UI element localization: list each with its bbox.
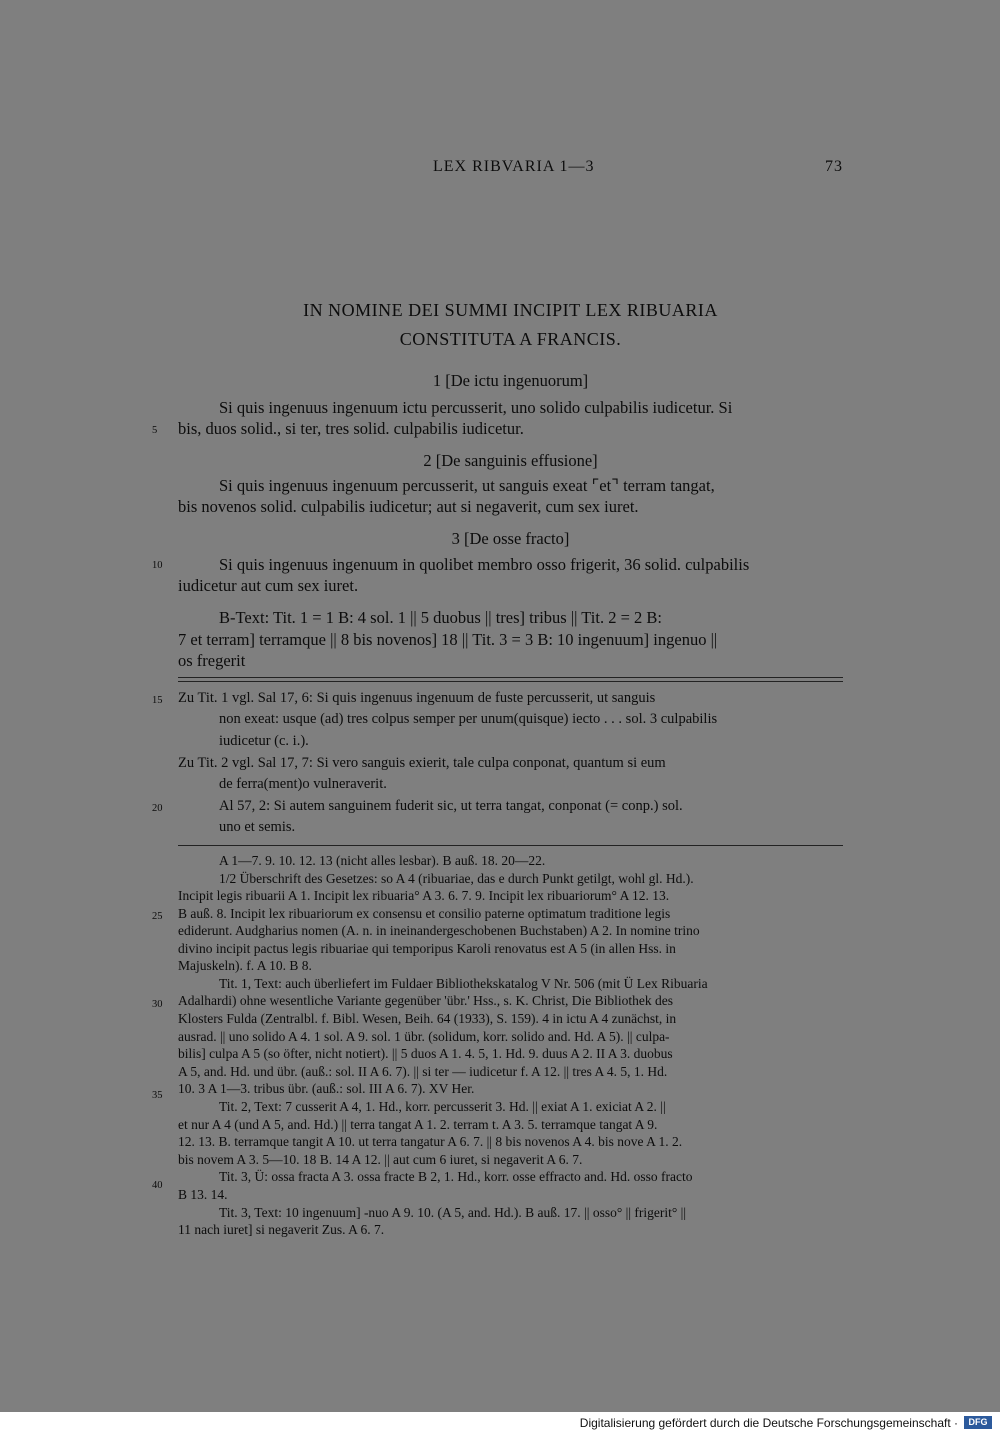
divider-rule-2 — [178, 681, 843, 682]
section-1-line-2: bis, duos solid., si ter, tres solid. culpabilis iudicetur. — [178, 419, 524, 438]
funding-note: Digitalisierung gefördert durch die Deutsche Forschungsgemeinschaft · — [579, 1416, 958, 1430]
apparatus-line-10: Klosters Fulda (Zentralbl. f. Bibl. Wesen, Beih. 64 (1933), S. 159). 4 in ictu A 4 zunächst, in — [178, 1011, 677, 1026]
apparatus-line-3: Incipit legis ribuarii A 1. Incipit lex ribuaria° A 3. 6. 7. 9. Incipit lex ribuariorum° A 12. 13. — [178, 888, 670, 903]
comment-line-2: non exeat: usque (ad) tres colpus semper per unum(quisque) iecto . . . sol. 3 culpabilis — [219, 711, 718, 727]
apparatus-line-22: 11 nach iuret] si negaverit Zus. A 6. 7. — [178, 1222, 385, 1237]
line-number-40: 40 — [152, 1180, 163, 1191]
btext-line-1: B-Text: Tit. 1 = 1 B: 4 sol. 1 || 5 duobus || tres] tribus || Tit. 2 = 2 B: — [219, 608, 662, 627]
section-3-line-2: iudicetur aut cum sex iuret. — [178, 576, 359, 595]
apparatus-line-7: Majuskeln). f. A 10. B 8. — [178, 958, 312, 973]
line-number-35: 35 — [152, 1090, 163, 1101]
apparatus-line-19: Tit. 3, Ü: ossa fracta A 3. ossa fracte B 2, 1. Hd., korr. osse effracto and. Hd. osso fracto — [219, 1169, 693, 1184]
line-number-10: 10 — [152, 560, 163, 571]
law-title-line-1: IN NOMINE DEI SUMMI INCIPIT LEX RIBUARIA — [303, 300, 718, 320]
section-1-heading: 1 [De ictu ingenuorum] — [432, 371, 589, 390]
comment-line-1: Zu Tit. 1 vgl. Sal 17, 6: Si quis ingenuus ingenuum de fuste percusserit, ut sanguis — [178, 690, 656, 706]
apparatus-line-20: B 13. 14. — [178, 1187, 228, 1202]
apparatus-line-12: bilis] culpa A 5 (so öfter, nicht notiert). || 5 duos A 1. 4. 5, 1. Hd. 9. duus A 2. II A 3. duobus — [178, 1046, 673, 1061]
line-number-5: 5 — [152, 425, 158, 436]
apparatus-line-11: ausrad. || uno solido A 4. 1 sol. A 9. sol. 1 übr. (solidum, korr. solido and. Hd. A 5). || culpa- — [178, 1029, 670, 1044]
comment-line-7: uno et semis. — [219, 819, 296, 835]
line-number-20: 20 — [152, 803, 163, 814]
section-3-heading: 3 [De osse fracto] — [451, 529, 570, 548]
section-2-line-2: bis novenos solid. culpabilis iudicetur; aut si negaverit, cum sex iuret. — [178, 497, 639, 516]
law-title-line-2: CONSTITUTA A FRANCIS. — [399, 329, 622, 349]
divider-rule-1 — [178, 677, 843, 678]
line-number-30: 30 — [152, 999, 163, 1010]
apparatus-line-15: Tit. 2, Text: 7 cusserit A 4, 1. Hd., korr. percusserit 3. Hd. || exiat A 1. exiciat A 2. || — [219, 1099, 666, 1114]
comment-line-6: Al 57, 2: Si autem sanguinem fuderit sic, ut terra tangat, conponat (= conp.) sol. — [219, 798, 683, 814]
comment-line-4: Zu Tit. 2 vgl. Sal 17, 7: Si vero sanguis exierit, tale culpa conponat, quantum si eum — [178, 755, 666, 771]
apparatus-line-17: 12. 13. B. terramque tangit A 10. ut terra tangatur A 6. 7. || 8 bis novenos A 4. bis nove A 1. 2. — [178, 1134, 683, 1149]
btext-line-2: 7 et terram] terramque || 8 bis novenos] 18 || Tit. 3 = 3 B: 10 ingenuum] ingenuo || — [178, 630, 718, 649]
apparatus-line-14: 10. 3 A 1—3. tribus übr. (auß.: sol. III A 6. 7). XV Her. — [178, 1081, 475, 1096]
section-2-line-1: Si quis ingenuus ingenuum percusserit, ut sanguis exeat ⌜et⌝ terram tangat, — [219, 476, 715, 495]
dfg-logo: DFG — [964, 1416, 992, 1429]
comment-line-3: iudicetur (c. i.). — [219, 733, 309, 749]
apparatus-line-4: B auß. 8. Incipit lex ribuariorum ex consensu et consilio paterne optimatum traditione legis — [178, 906, 671, 921]
apparatus-line-6: divino incipit pactus legis ribuariae qui temporipus Karoli renovatus est A 5 (in allen Hss. in — [178, 941, 676, 956]
section-3-line-1: Si quis ingenuus ingenuum in quolibet membro osso frigerit, 36 solid. culpabilis — [219, 555, 750, 574]
apparatus-line-18: bis novem A 3. 5—10. 18 B. 14 A 12. || aut cum 6 iuret, si negaverit A 6. 7. — [178, 1152, 583, 1167]
section-1-line-1: Si quis ingenuus ingenuum ictu percusserit, uno solido culpabilis iudicetur. Si — [219, 398, 733, 417]
comment-line-5: de ferra(ment)o vulneraverit. — [219, 776, 387, 792]
section-2-heading: 2 [De sanguinis effusione] — [423, 451, 598, 470]
line-number-25: 25 — [152, 911, 163, 922]
apparatus-line-13: A 5, and. Hd. und übr. (auß.: sol. II A 6. 7). || si ter — iudicetur f. A 12. || tres A 4. 5, 1. Hd. — [178, 1064, 668, 1079]
apparatus-line-9: Adalhardi) ohne wesentliche Variante gegenüber 'übr.' Hss., s. K. Christ, Die Bibliothek des — [178, 993, 674, 1008]
digitization-footer — [0, 1412, 1000, 1434]
page-number: 73 — [825, 158, 843, 175]
apparatus-line-21: Tit. 3, Text: 10 ingenuum] -nuo A 9. 10. (A 5, and. Hd.). B auß. 17. || osso° || frigerit° || — [219, 1205, 687, 1220]
divider-rule-3 — [178, 845, 843, 846]
apparatus-line-8: Tit. 1, Text: auch überliefert im Fuldaer Bibliothekskatalog V Nr. 506 (mit Ü Lex Ribuaria — [219, 976, 708, 991]
running-title: LEX RIBVARIA 1—3 — [433, 158, 595, 175]
btext-line-3: os fregerit — [178, 651, 246, 670]
apparatus-line-5: ediderunt. Audgharius nomen (A. n. in ineinandergeschobenen Buchstaben) A 2. In nomine trino — [178, 923, 700, 938]
apparatus-line-1: A 1—7. 9. 10. 12. 13 (nicht alles lesbar). B auß. 18. 20—22. — [219, 853, 546, 868]
apparatus-line-16: et nur A 4 (und A 5, and. Hd.) || terra tangat A 1. 2. terram t. A 3. 5. terramque tangat A 9. — [178, 1117, 658, 1132]
line-number-15: 15 — [152, 695, 163, 706]
apparatus-line-2: 1/2 Überschrift des Gesetzes: so A 4 (ribuariae, das e durch Punkt getilgt, wohl gl. Hd.). — [219, 871, 694, 886]
